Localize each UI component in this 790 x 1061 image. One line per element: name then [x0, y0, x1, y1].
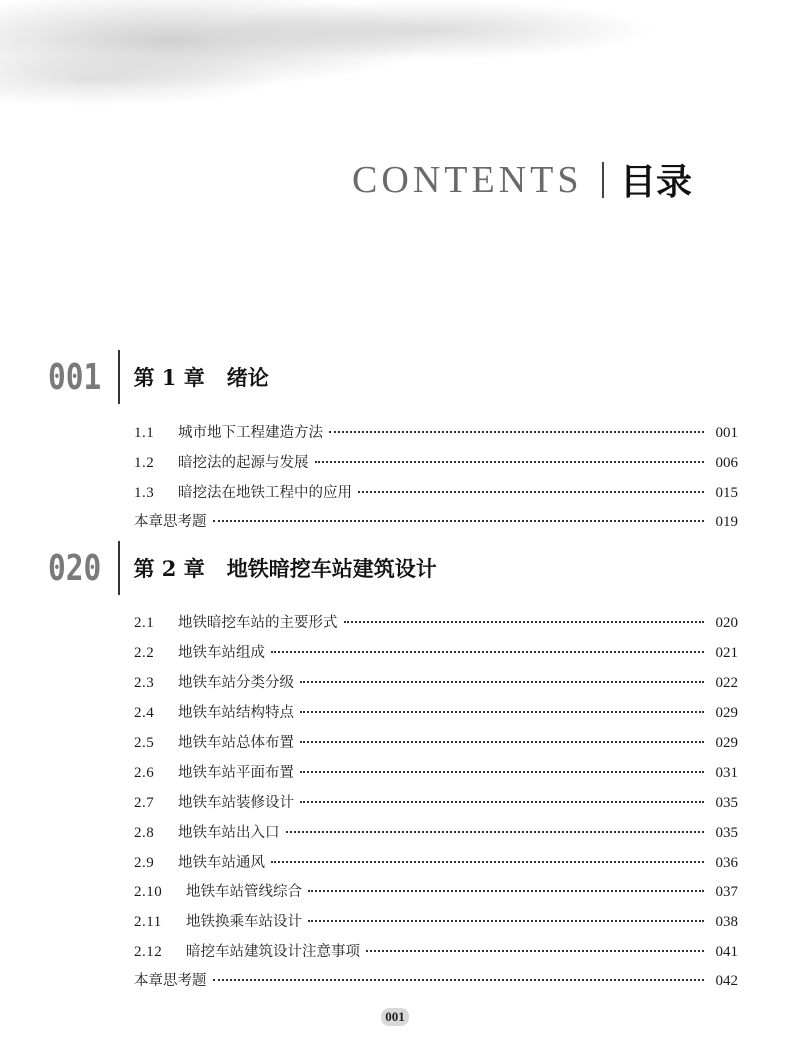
dot-leader [300, 741, 704, 743]
entry-page: 038 [715, 914, 738, 930]
dot-leader [300, 801, 704, 803]
entry-page: 029 [715, 735, 738, 751]
entry-number: 2.1 [134, 615, 155, 631]
entry-title: 暗挖法的起源与发展 [178, 455, 309, 471]
entry-page: 029 [715, 705, 738, 721]
entry-number: 2.6 [134, 765, 155, 781]
toc-entry[interactable] [134, 641, 738, 665]
dot-leader [271, 651, 704, 653]
toc-entry[interactable] [134, 821, 738, 845]
entry-title: 地铁车站通风 [178, 855, 265, 871]
entry-title: 地铁车站分类分级 [178, 675, 294, 691]
dot-leader [358, 491, 704, 493]
toc-entry[interactable] [134, 510, 738, 534]
entry-page: 006 [715, 455, 738, 471]
chapter-divider [118, 541, 120, 595]
entry-title: 地铁车站总体布置 [178, 735, 294, 751]
entry-title: 地铁暗挖车站的主要形式 [178, 615, 338, 631]
dot-leader [286, 831, 705, 833]
entry-number: 2.9 [134, 855, 155, 871]
entry-number: 2.5 [134, 735, 155, 751]
contents-title-cn: 目录 [619, 162, 692, 203]
dot-leader [308, 890, 704, 892]
dot-leader [213, 979, 705, 981]
toc-entry[interactable] [134, 851, 738, 875]
toc-entry[interactable] [134, 910, 738, 934]
entry-number: 1.2 [134, 455, 155, 471]
entry-title: 地铁车站出入口 [178, 825, 280, 841]
entry-title: 地铁车站管线综合 [186, 884, 302, 900]
entry-title: 本章思考题 [134, 514, 207, 530]
dot-leader [344, 621, 705, 623]
entry-number: 2.3 [134, 675, 155, 691]
toc-entry[interactable] [134, 940, 738, 964]
entry-page: 031 [715, 765, 738, 781]
entry-page: 001 [715, 425, 738, 441]
entry-number: 2.4 [134, 705, 155, 721]
entry-page: 020 [715, 615, 738, 631]
dot-leader [300, 681, 704, 683]
chapter-1-heading [48, 350, 269, 404]
dot-leader [271, 861, 704, 863]
entry-number: 2.10 [134, 884, 163, 900]
entry-number: 2.7 [134, 795, 155, 811]
toc-entry[interactable] [134, 969, 738, 993]
dot-leader [329, 431, 704, 433]
entry-page: 022 [715, 675, 738, 691]
entry-title: 城市地下工程建造方法 [178, 425, 323, 441]
toc-entry[interactable] [134, 880, 738, 904]
entry-title: 地铁车站平面布置 [178, 765, 294, 781]
contents-title-en: CONTENTS [352, 158, 583, 201]
toc-entry[interactable] [134, 791, 738, 815]
entry-page: 015 [715, 485, 738, 501]
entry-page: 041 [715, 944, 738, 960]
contents-header [352, 154, 692, 205]
entry-number: 2.8 [134, 825, 155, 841]
entry-title: 地铁车站组成 [178, 645, 265, 661]
entry-number: 1.3 [134, 485, 155, 501]
dot-leader [300, 711, 704, 713]
page-number: 001 [381, 1008, 409, 1026]
entry-title: 本章思考题 [134, 973, 207, 989]
chapter-2-heading [48, 541, 437, 595]
entry-title: 暗挖法在地铁工程中的应用 [178, 485, 352, 501]
toc-entry[interactable] [134, 671, 738, 695]
toc-entry[interactable] [134, 701, 738, 725]
entry-page: 035 [715, 795, 738, 811]
header-divider [602, 162, 604, 198]
toc-entry[interactable] [134, 761, 738, 785]
toc-entry[interactable] [134, 731, 738, 755]
entry-title: 暗挖车站建筑设计注意事项 [186, 944, 360, 960]
chapter-start-page: 001 [48, 356, 102, 398]
toc-entry[interactable] [134, 451, 738, 475]
entry-page: 021 [715, 645, 738, 661]
scan-smudge [0, 0, 790, 110]
entry-page: 037 [715, 884, 738, 900]
entry-title: 地铁车站装修设计 [178, 795, 294, 811]
dot-leader [366, 950, 704, 952]
dot-leader [300, 771, 704, 773]
entry-page: 036 [715, 855, 738, 871]
toc-entry[interactable] [134, 611, 738, 635]
chapter-divider [118, 350, 120, 404]
chapter-title: 第 2 章 地铁暗挖车站建筑设计 [133, 556, 437, 581]
entry-number: 2.2 [134, 645, 155, 661]
entry-title: 地铁换乘车站设计 [186, 914, 302, 930]
entry-title: 地铁车站结构特点 [178, 705, 294, 721]
entry-page: 042 [715, 973, 738, 989]
dot-leader [213, 520, 705, 522]
toc-entry[interactable] [134, 481, 738, 505]
chapter-title: 第 1 章 绪论 [133, 365, 269, 390]
entry-page: 019 [715, 514, 738, 530]
entry-number: 2.12 [134, 944, 163, 960]
entry-number: 2.11 [134, 914, 162, 930]
dot-leader [308, 920, 704, 922]
entry-number: 1.1 [134, 425, 155, 441]
chapter-start-page: 020 [48, 547, 102, 589]
dot-leader [315, 461, 705, 463]
page-number-footer [0, 1008, 790, 1026]
entry-page: 035 [715, 825, 738, 841]
toc-entry[interactable] [134, 421, 738, 445]
